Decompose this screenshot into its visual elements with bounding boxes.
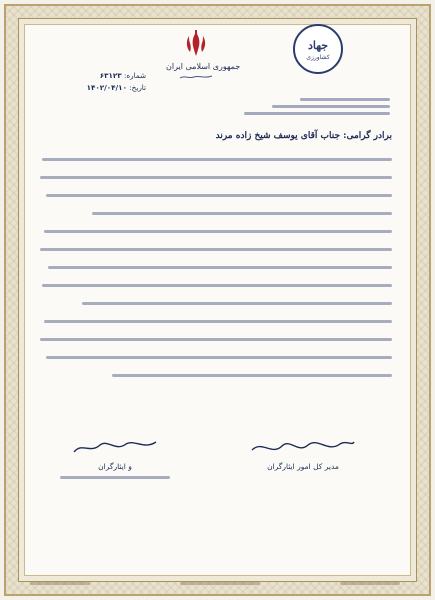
salutation: برادر گرامی: جناب آقای یوسف شیخ زاده مرند <box>215 131 392 141</box>
body-line <box>40 176 392 179</box>
body-line <box>82 302 392 305</box>
body-line <box>46 356 392 359</box>
body-line <box>44 230 392 233</box>
body-line <box>42 284 392 287</box>
reference-block <box>36 70 146 94</box>
iran-emblem-icon <box>183 30 209 58</box>
organization-lines <box>240 94 390 119</box>
reference-number-row <box>36 70 146 82</box>
emblem-subtitle-scribble <box>166 74 226 82</box>
signature-right <box>228 436 378 471</box>
logo-word: جهاد <box>307 39 329 52</box>
signature-left <box>40 436 190 479</box>
reference-number-label: شماره: <box>123 71 146 80</box>
body-line <box>48 266 392 269</box>
jahad-logo-block <box>268 24 368 74</box>
footer-mark <box>340 582 400 585</box>
body-line <box>112 374 392 377</box>
jahad-keshavarzi-logo-icon <box>293 24 343 74</box>
footer-mark <box>30 582 90 585</box>
reference-date-row <box>36 82 146 94</box>
signature-left-line <box>60 476 170 479</box>
signature-scribble-icon <box>70 436 160 458</box>
government-name: جمهوری اسلامی ایران <box>166 62 241 71</box>
letter-body <box>40 158 392 392</box>
emblem-block <box>166 30 241 82</box>
organization-line <box>272 105 390 108</box>
footer <box>30 580 405 588</box>
logo-word-sub: کشاورزی <box>306 54 330 61</box>
body-line <box>40 338 392 341</box>
body-line <box>92 212 392 215</box>
reference-date-label: تاریخ: <box>129 83 146 92</box>
body-line <box>44 320 392 323</box>
signature-scribble-icon <box>248 436 358 458</box>
body-line <box>46 194 392 197</box>
footer-mark <box>180 582 260 585</box>
body-line <box>42 158 392 161</box>
reference-date-value: ۱۴۰۲/۰۴/۱۰ <box>86 83 127 92</box>
reference-number-value: ۶۳۱۲۳ <box>99 71 122 80</box>
body-line <box>40 248 392 251</box>
organization-line <box>300 98 390 101</box>
signature-left-title: و ایثارگران <box>98 462 132 471</box>
organization-line <box>244 112 390 115</box>
signature-right-title: مدیر کل امور ایثارگران <box>267 462 339 471</box>
